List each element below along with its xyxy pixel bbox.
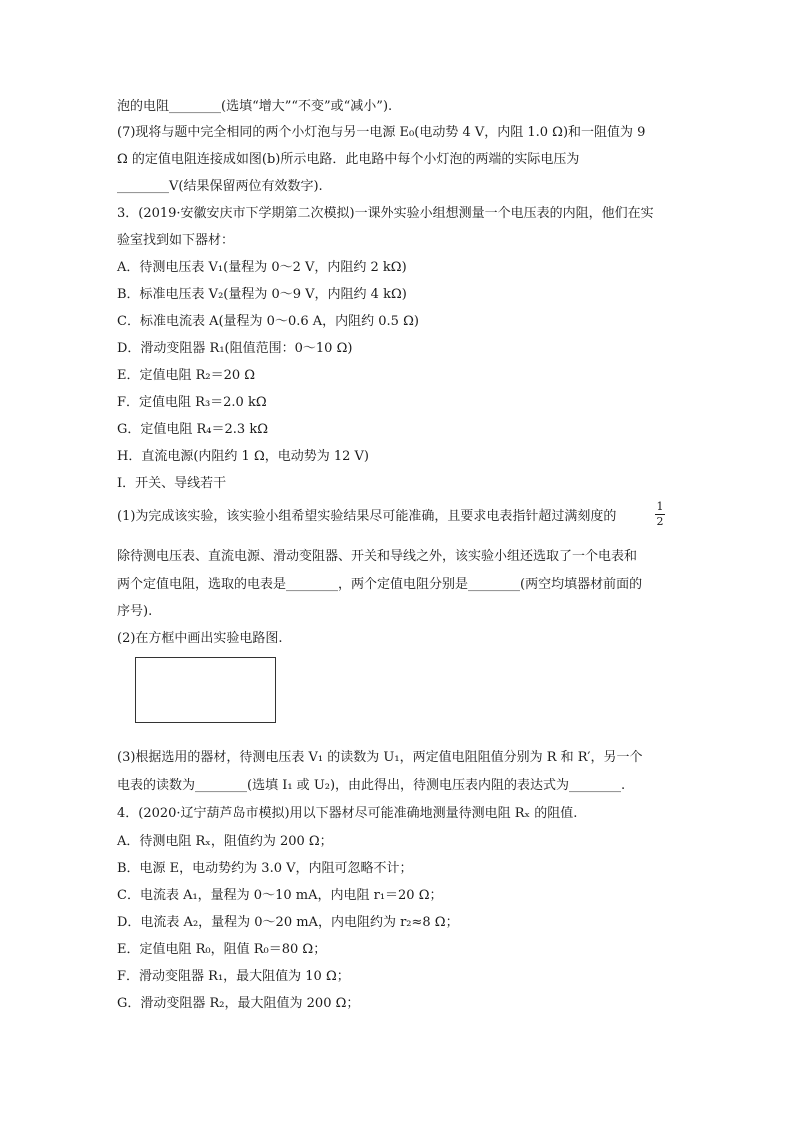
question-3-heading: 3．(2019·安徽安庆市下学期第二次模拟)一课外实验小组想测量一个电压表的内阻，他们在实 bbox=[117, 206, 654, 221]
circuit-diagram-box bbox=[135, 657, 276, 723]
text-line: 两个定值电阻，选取的电表是________，两个定值电阻分别是________(两空均填器材前面的 bbox=[117, 577, 643, 592]
option-b: B．标准电压表 V₂(量程为 0～9 V，内阻约 4 kΩ) bbox=[117, 287, 407, 302]
option-f: F．定值电阻 R₃＝2.0 kΩ bbox=[117, 395, 267, 410]
option-c: C．电流表 A₁，量程为 0～10 mA，内电阻 r₁＝20 Ω； bbox=[117, 888, 443, 903]
option-g: G．定值电阻 R₄＝2.3 kΩ bbox=[117, 422, 268, 437]
option-b: B．电源 E，电动势约为 3.0 V，内阻可忽略不计； bbox=[117, 861, 413, 876]
text-line: 泡的电阻________(选填“增大”“不变”或“减小”). bbox=[117, 99, 393, 114]
question-4-heading: 4．(2020·辽宁葫芦岛市模拟)用以下器材尽可能准确地测量待测电阻 Rₓ 的阻值. bbox=[117, 806, 578, 821]
fraction-numerator: 1 bbox=[656, 500, 664, 513]
option-a: A．待测电阻 Rₓ，阻值约为 200 Ω； bbox=[117, 834, 333, 849]
option-i: I．开关、导线若干 bbox=[117, 476, 227, 491]
fraction-denominator: 2 bbox=[656, 515, 664, 528]
text-line: 电表的读数为________(选填 I₁ 或 U₂)，由此得出，待测电压表内阻的表达式为________. bbox=[117, 778, 626, 793]
option-e: E．定值电阻 R₀，阻值 R₀＝80 Ω； bbox=[117, 942, 327, 957]
option-a: A．待测电压表 V₁(量程为 0～2 V，内阻约 2 kΩ) bbox=[117, 260, 407, 275]
text-line: 序号). bbox=[117, 604, 153, 619]
option-d: D．滑动变阻器 R₁(阻值范围：0～10 Ω) bbox=[117, 341, 353, 356]
text-line: (3)根据选用的器材，待测电压表 V₁ 的读数为 U₁，两定值电阻阻值分别为 R 和 R′，另一个 bbox=[117, 750, 643, 765]
text-line: (1)为完成该实验，该实验小组希望实验结果尽可能准确，且要求电表指针超过满刻度的 bbox=[117, 509, 617, 524]
option-h: H．直流电源(内阻约 1 Ω，电动势为 12 V) bbox=[117, 449, 369, 464]
fraction-one-half bbox=[654, 501, 666, 528]
option-c: C．标准电流表 A(量程为 0～0.6 A，内阻约 0.5 Ω) bbox=[117, 314, 419, 329]
option-g: G．滑动变阻器 R₂，最大阻值为 200 Ω； bbox=[117, 996, 360, 1011]
option-e: E．定值电阻 R₂＝20 Ω bbox=[117, 368, 256, 383]
option-d: D．电流表 A₂，量程为 0～20 mA，内电阻约为 r₂≈8 Ω； bbox=[117, 915, 459, 930]
text-line: 验室找到如下器材： bbox=[117, 233, 235, 248]
text-line: (2)在方框中画出实验电路图. bbox=[117, 631, 283, 646]
option-f: F．滑动变阻器 R₁，最大阻值为 10 Ω； bbox=[117, 969, 350, 984]
text-line: (7)现将与题中完全相同的两个小灯泡与另一电源 E₀(电动势 4 V，内阻 1.0 Ω)和一阻值为 9 bbox=[117, 125, 646, 140]
text-line: 除待测电压表、直流电源、滑动变阻器、开关和导线之外，该实验小组还选取了一个电表和 bbox=[117, 549, 638, 564]
text-line: Ω 的定值电阻连接成如图(b)所示电路．此电路中每个小灯泡的两端的实际电压为 bbox=[117, 152, 580, 167]
text-line: ________V(结果保留两位有效数字). bbox=[117, 179, 323, 194]
